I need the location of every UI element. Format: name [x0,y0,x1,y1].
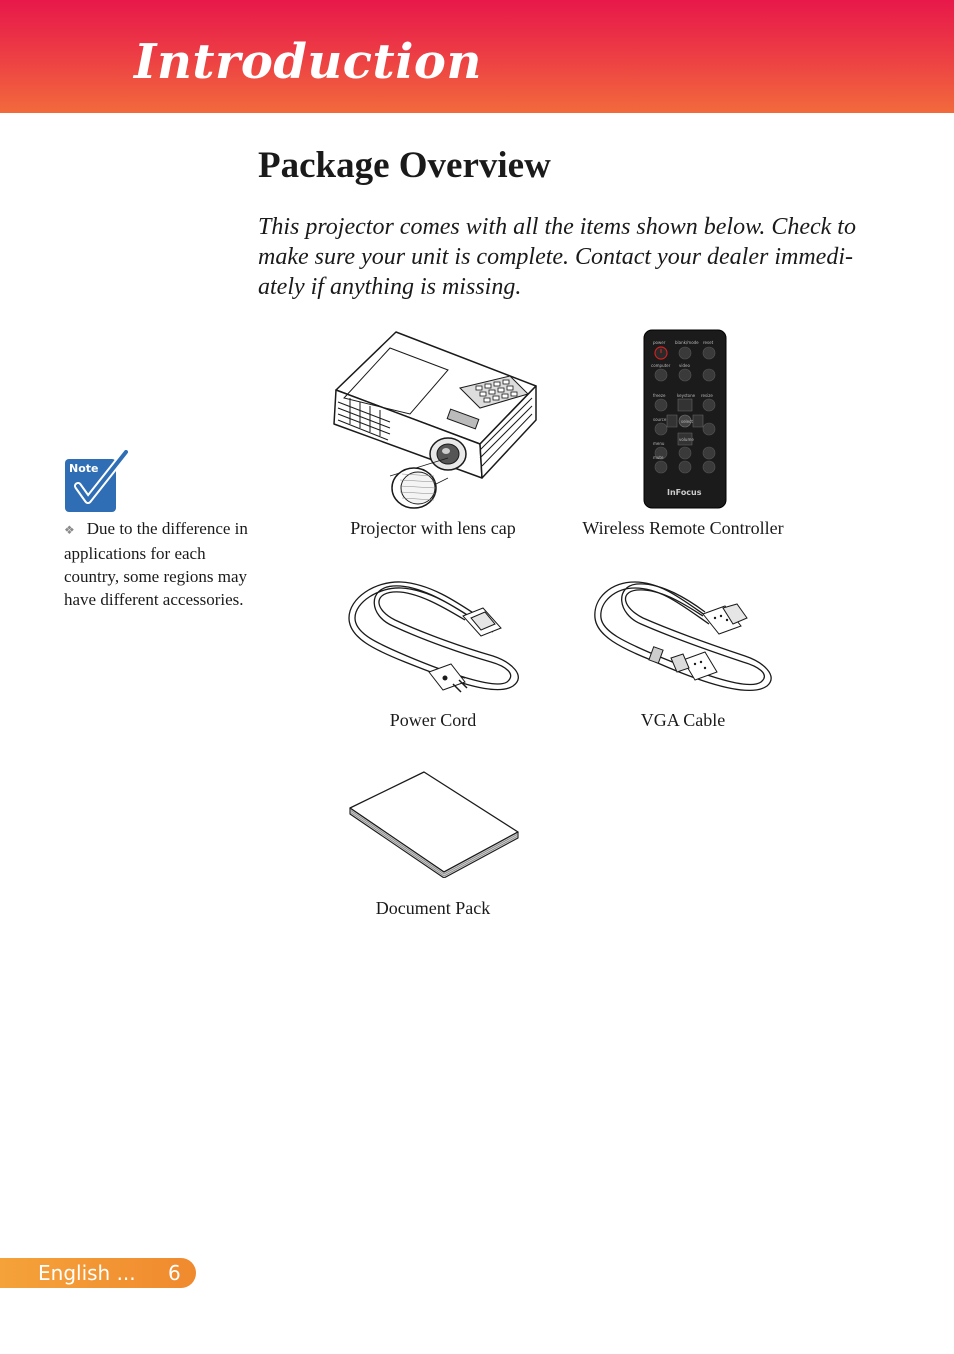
note-text-block [64,517,249,611]
svg-text:computer: computer [651,363,671,368]
svg-text:reset: reset [703,340,714,345]
note-icon [64,450,128,514]
note-text: Due to the difference in applications for each country, some regions may have different accessories. [64,519,248,609]
svg-text:mute: mute [653,455,664,460]
svg-text:resize: resize [701,393,713,398]
power-cord-icon [345,578,525,703]
svg-text:keystone: keystone [677,393,696,398]
svg-text:volume: volume [679,437,694,442]
svg-text:power: power [653,340,666,345]
document-pack-caption: Document Pack [375,898,491,918]
remote-control-icon [643,329,728,509]
svg-text:Note: Note [69,462,99,475]
section-title: Package Overview [258,145,551,186]
svg-text:freeze: freeze [653,393,666,398]
svg-text:blank/mode: blank/mode [675,340,699,345]
chapter-header-banner [0,0,954,113]
svg-text:source: source [653,417,667,422]
remote-caption: Wireless Remote Controller [582,518,784,538]
diamond-bullet-icon: ❖ [64,523,75,537]
vga-cable-caption: VGA Cable [640,710,726,730]
footer-language: English ... [38,1261,136,1285]
intro-paragraph: This projector comes with all the items shown below. Check to make sure your unit is complete. Contact your dealer immedi-ately if anything is missing. [258,214,856,300]
svg-text:select: select [681,419,693,424]
projector-icon [330,328,540,513]
projector-caption: Projector with lens cap [350,518,516,538]
vga-cable-icon [591,578,776,703]
chapter-title: Introduction [134,34,482,90]
svg-text:InFocus: InFocus [667,488,702,497]
document-pack-icon [346,768,521,878]
power-cord-caption: Power Cord [389,710,477,730]
page-number: 6 [168,1261,181,1285]
svg-text:video: video [679,363,690,368]
svg-text:menu: menu [653,441,665,446]
